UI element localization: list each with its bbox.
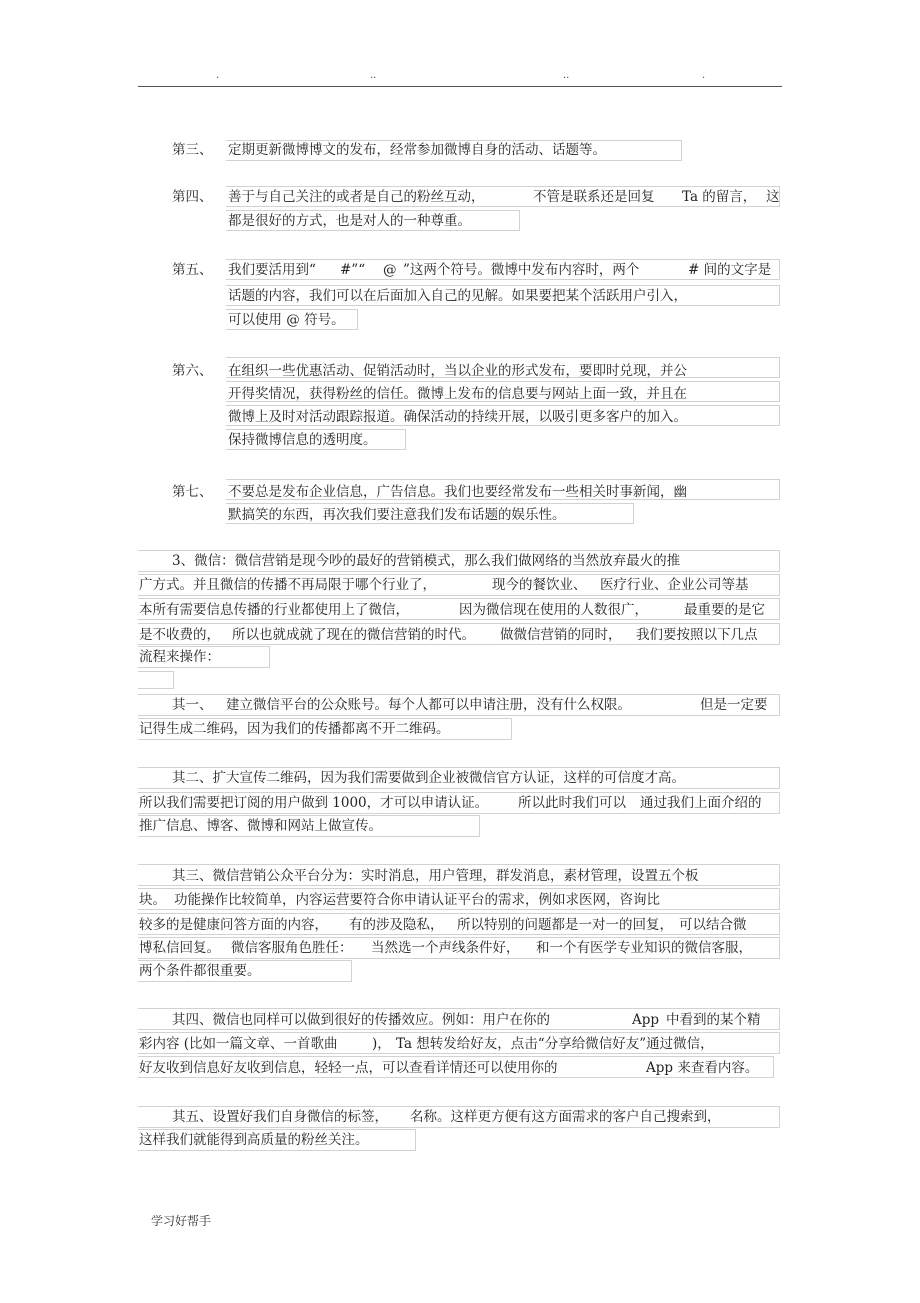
item-line: 不要总是发布企业信息，广告信息。我们也要经常发布一些相关时事新闻，幽 — [228, 484, 687, 500]
wechat-line: 所以特别的问题都是一对一的回复， — [457, 917, 673, 933]
item-line: @ — [383, 262, 397, 278]
item-line: 定期更新微博博文的发布，经常参加微博自身的活动、话题等。 — [228, 142, 606, 158]
wechat-line: 其一、 — [172, 697, 213, 713]
wechat-line: 好友收到信息好友收到信息，轻轻一点，可以查看详情还可以使用你的 — [139, 1060, 558, 1076]
item-line: # 间的文字是 — [688, 262, 772, 278]
wechat-line: 流程来操作： — [139, 649, 220, 665]
wechat-line: 块。 — [139, 892, 166, 908]
header-rule — [138, 86, 782, 87]
item-line: #”“ — [340, 262, 366, 278]
header-dot: . — [216, 70, 220, 81]
wechat-line: 其四、微信也同样可以做到很好的传播效应。例如：用户在你的 — [172, 1012, 550, 1028]
header-dot: .. — [370, 70, 377, 81]
wechat-line: 3、微信：微信营销是现今吵的最好的营销模式，那么我们做网络的当然放弃最火的推 — [172, 553, 681, 569]
wechat-line: 记得生成二维码，因为我们的传播都离不开二维码。 — [139, 721, 450, 737]
wechat-line: App — [632, 1012, 660, 1028]
item-line: 默搞笑的东西，再次我们要注意我们发布话题的娱乐性。 — [228, 507, 566, 523]
wechat-line: 当然选一个声线条件好， — [371, 940, 520, 956]
item-label: 第六、 — [172, 363, 213, 379]
item-line: ”这两个符号。微博中发布内容时，两个 — [403, 262, 640, 278]
wechat-line: 现今的餐饮业、 — [492, 577, 587, 593]
wechat-line: 本所有需要信息传播的行业都使用上了微信， — [139, 602, 409, 618]
wechat-line: 推广信息、博客、微博和网站上做宣传。 — [139, 818, 382, 834]
wechat-line: 最重要的是它 — [684, 602, 765, 618]
wechat-line: 有的涉及隐私， — [349, 917, 444, 933]
wechat-line: 较多的是健康问答方面的内容， — [139, 917, 328, 933]
item-line: 在组织一些优惠活动、促销活动时，当以企业的形式发布，要即时兑现，并公 — [228, 363, 687, 379]
item-line: 这 — [766, 189, 780, 205]
wechat-line: 做微信营销的同时， — [500, 627, 622, 643]
item-label: 第五、 — [172, 262, 213, 278]
wechat-line: 通过我们上面介绍的 — [640, 795, 762, 811]
item-label: 第七、 — [172, 484, 213, 500]
wechat-line: 功能操作比较简单，内容运营要符合你申请认证平台的需求，例如求医网，咨询比 — [174, 892, 660, 908]
wechat-line: 因为微信现在使用的人数很广， — [459, 602, 648, 618]
wechat-line: 所以我们需要把订阅的用户做到 1000，才可以申请认证。 — [139, 795, 489, 811]
wechat-line: 所以也就成就了现在的微信营销的时代。 — [232, 627, 475, 643]
header-dot: . — [702, 70, 706, 81]
wechat-line: 可以结合微 — [679, 917, 747, 933]
wechat-line: )， — [372, 1036, 391, 1052]
wechat-line: App 来查看内容。 — [646, 1060, 759, 1076]
wechat-line: 两个条件都很重要。 — [139, 963, 261, 979]
item-line: Ta 的留言， — [682, 189, 757, 205]
text-frame — [138, 671, 174, 689]
wechat-line: 但是一定要 — [700, 697, 768, 713]
wechat-line: 博私信回复。 — [139, 940, 220, 956]
item-line: 我们要活用到“ — [228, 262, 316, 278]
footer-text: 学习好帮手 — [151, 1214, 212, 1228]
item-line: 都是很好的方式，也是对人的一种尊重。 — [228, 213, 471, 229]
wechat-line: 名称。这样更方便有这方面需求的客户自己搜索到， — [410, 1109, 721, 1125]
item-line: 可以使用 @ 符号。 — [228, 312, 345, 328]
item-label: 第四、 — [172, 189, 213, 205]
wechat-line: 其五、设置好我们自身微信的标签， — [172, 1109, 388, 1125]
item-line: 话题的内容，我们可以在后面加入自己的见解。如果要把某个活跃用户引入， — [228, 288, 687, 304]
wechat-line: 建立微信平台的公众账号。每个人都可以申请注册，没有什么权限。 — [226, 697, 631, 713]
wechat-line: 其三、微信营销公众平台分为：实时消息，用户管理，群发消息，素材管理，设置五个板 — [172, 868, 699, 884]
wechat-line: 中看到的某个精 — [666, 1012, 761, 1028]
item-line: 善于与自己关注的或者是自己的粉丝互动， — [228, 189, 485, 205]
wechat-line: 和一个有医学专业知识的微信客服， — [536, 940, 752, 956]
wechat-line: 其二、扩大宣传二维码，因为我们需要做到企业被微信官方认证，这样的可信度才高。 — [172, 770, 685, 786]
item-line: 保持微博信息的透明度。 — [228, 432, 377, 448]
wechat-line: 我们要按照以下几点 — [636, 627, 758, 643]
wechat-line: 广方式。并且微信的传播不再局限于哪个行业了， — [139, 577, 436, 593]
item-line: 微博上及时对活动跟踪报道。确保活动的持续开展，以吸引更多客户的加入。 — [228, 409, 687, 425]
item-label: 第三、 — [172, 142, 213, 158]
wechat-line: Ta 想转发给好友，点击“分享给微信好友”通过微信， — [396, 1036, 714, 1052]
item-line: 不管是联系还是回复 — [533, 189, 655, 205]
item-line: 开得奖情况，获得粉丝的信任。微博上发布的信息要与网站上面一致，并且在 — [228, 386, 687, 402]
wechat-line: 医疗行业、企业公司等基 — [600, 577, 749, 593]
wechat-line: 是不收费的， — [139, 627, 220, 643]
wechat-line: 这样我们就能得到高质量的粉丝关注。 — [139, 1132, 369, 1148]
header-dot: .. — [563, 70, 570, 81]
wechat-line: 所以此时我们可以 — [518, 795, 626, 811]
wechat-line: 微信客服角色胜任： — [231, 940, 353, 956]
wechat-line: 彩内容 (比如一篇文章、一首歌曲 — [139, 1036, 338, 1052]
